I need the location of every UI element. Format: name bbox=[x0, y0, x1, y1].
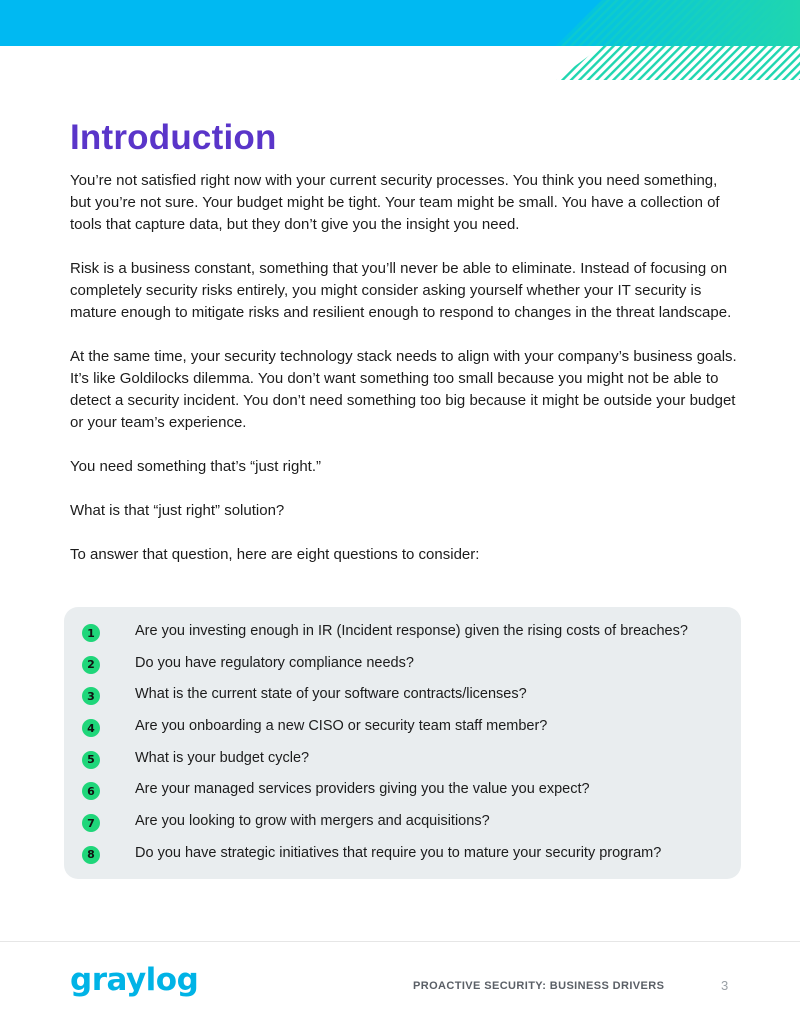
question-text: Do you have regulatory compliance needs? bbox=[135, 654, 414, 671]
paragraph: At the same time, your security technology stack needs to align with your company’s business goals. It’s like Goldilocks dilemma. You don’t want something too small because you might not be able to detect a security incident. You don’t need something too big because it might be outside your budget or your team’s experience. bbox=[70, 348, 737, 431]
question-text: Are you looking to grow with mergers and acquisitions? bbox=[135, 813, 490, 830]
question-text: Are your managed services providers giving you the value you expect? bbox=[135, 781, 590, 798]
footer-divider bbox=[0, 941, 800, 942]
number-badge: 5 bbox=[82, 751, 100, 769]
question-item bbox=[64, 716, 741, 748]
number-badge: 2 bbox=[82, 656, 100, 674]
paragraph: You’re not satisfied right now with your current security processes. You think you need something, but you’re not sure. Your budget might be tight. Your team might be small. You have a collection of tools that capture data, but they don’t give you the insight you need. bbox=[70, 172, 720, 233]
number-badge: 6 bbox=[82, 782, 100, 800]
paragraph: You need something that’s “just right.” bbox=[70, 458, 321, 475]
question-item bbox=[64, 748, 741, 780]
question-item bbox=[64, 843, 741, 875]
question-item bbox=[64, 653, 741, 685]
page-title: Introduction bbox=[70, 118, 277, 157]
question-item bbox=[64, 779, 741, 811]
question-text: Are you onboarding a new CISO or security team staff member? bbox=[135, 718, 548, 735]
question-text: Do you have strategic initiatives that require you to mature your security program? bbox=[135, 844, 662, 861]
intro-body bbox=[70, 170, 740, 588]
question-text: What is your budget cycle? bbox=[135, 749, 310, 766]
number-badge: 7 bbox=[82, 814, 100, 832]
number-badge: 8 bbox=[82, 846, 100, 864]
page-number: 3 bbox=[721, 978, 729, 993]
footer-document-title: PROACTIVE SECURITY: BUSINESS DRIVERS bbox=[413, 980, 665, 992]
paragraph: To answer that question, here are eight questions to consider: bbox=[70, 546, 480, 563]
number-badge: 1 bbox=[82, 624, 100, 642]
number-badge: 3 bbox=[82, 687, 100, 705]
question-item bbox=[64, 621, 741, 653]
number-badge: 4 bbox=[82, 719, 100, 737]
paragraph: What is that “just right” solution? bbox=[70, 502, 285, 519]
striped-accent bbox=[556, 0, 800, 80]
graylog-logo: graylog bbox=[70, 962, 199, 998]
question-item bbox=[64, 684, 741, 716]
question-text: What is the current state of your software contracts/licenses? bbox=[135, 686, 527, 703]
question-text: Are you investing enough in IR (Incident response) given the rising costs of breaches? bbox=[135, 623, 688, 639]
question-item bbox=[64, 811, 741, 843]
questions-list bbox=[64, 621, 741, 875]
questions-panel bbox=[64, 607, 741, 879]
paragraph: Risk is a business constant, something that you’ll never be able to eliminate. Instead of focusing on completely security risks entirely, you might consider asking yourself whether your IT security is mature enough to mitigate risks and resilient enough to respond to changes in the threat landscape. bbox=[70, 260, 732, 321]
